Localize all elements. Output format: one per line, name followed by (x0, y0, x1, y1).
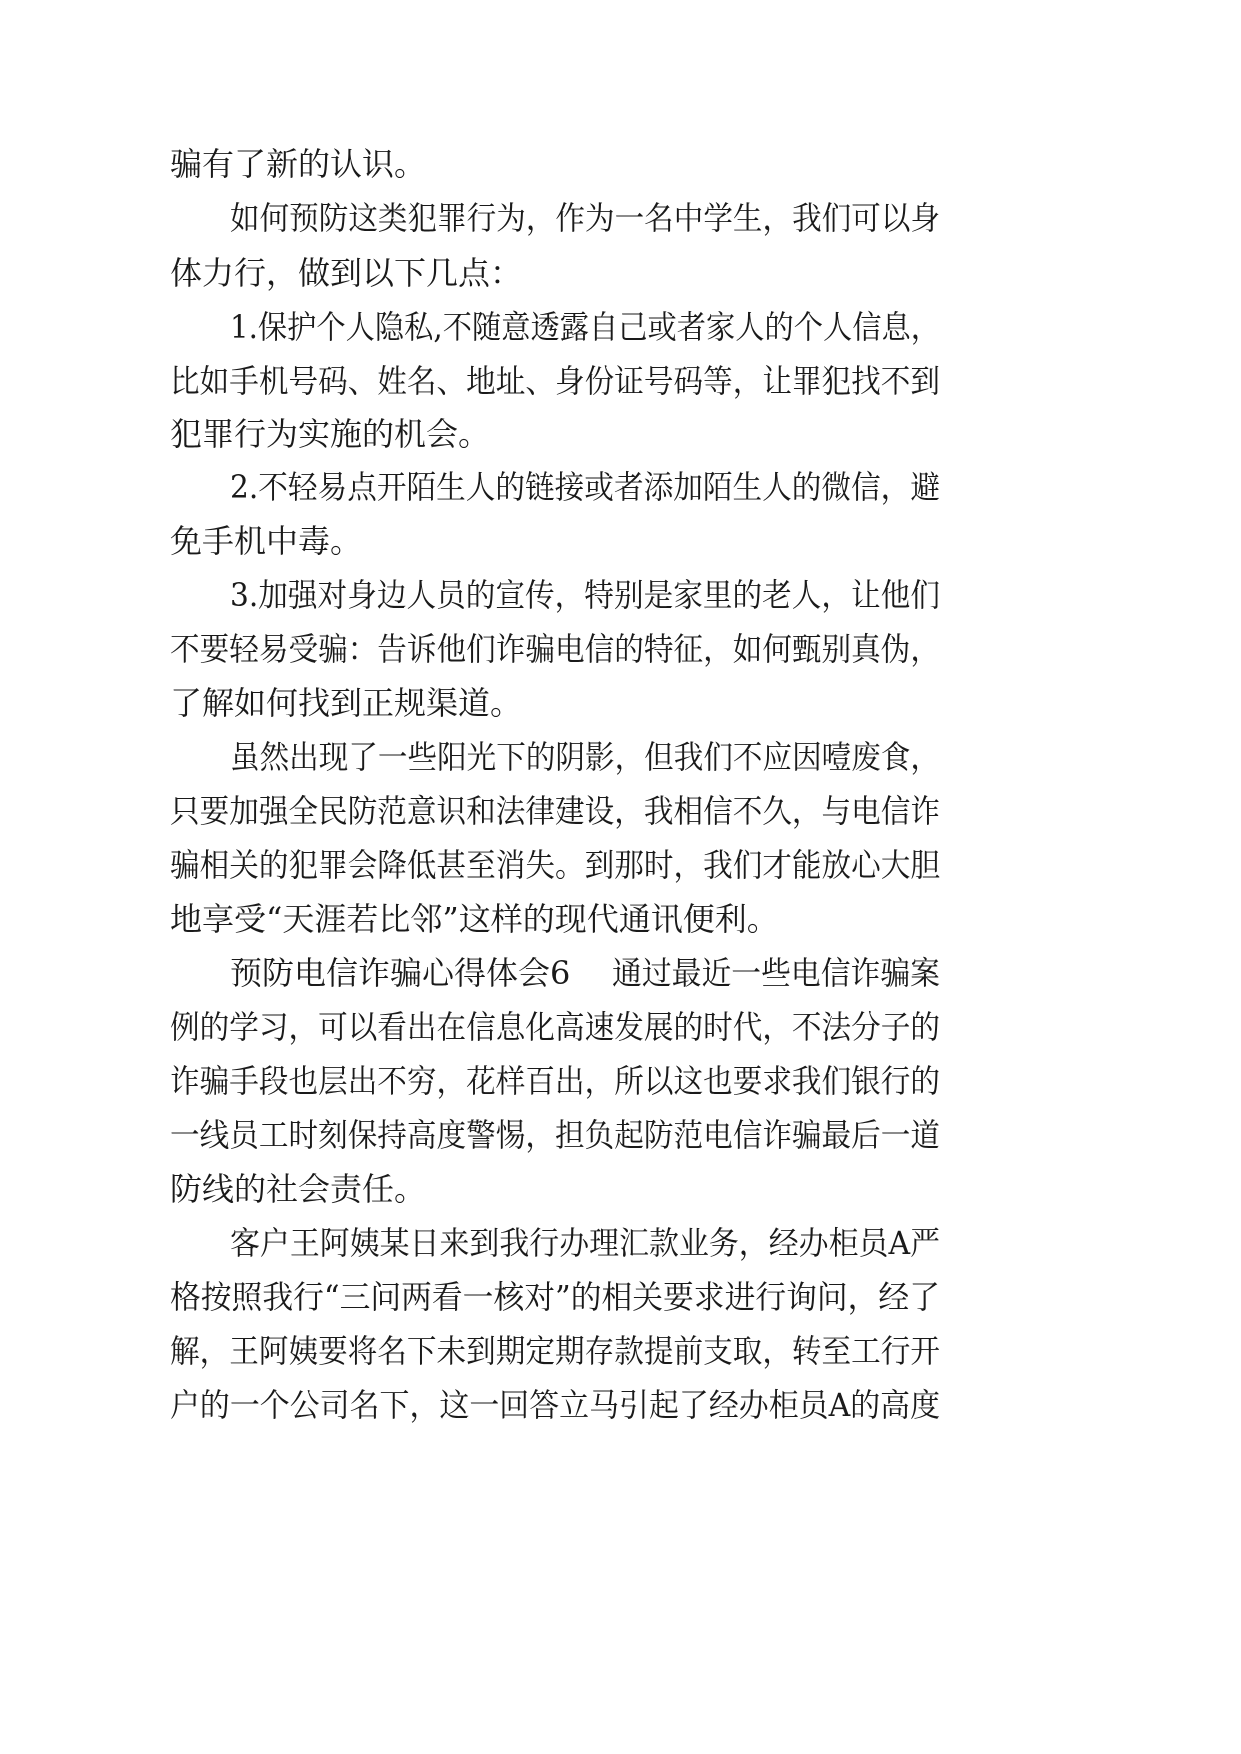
line-text: 了解如何找到正规渠道。 (170, 684, 523, 722)
text-line (0, 1267, 1241, 1327)
line-text: 虽然出现了一些阳光下的阴影，但我们不应因噎废食， (230, 738, 941, 776)
line-text: 一线员工时刻保持高度警惕，担负起防范电信诈骗最后一道 (170, 1116, 941, 1154)
line-text: 如何预防这类犯罪行为，作为一名中学生，我们可以身 (230, 199, 941, 237)
text-line (0, 1105, 1241, 1165)
line-text: 比如手机号码、姓名、地址、身份证号码等，让罪犯找不到 (170, 362, 941, 400)
line-text: 免手机中毒。 (170, 522, 363, 560)
text-line (0, 1375, 1241, 1435)
line-text: 只要加强全民防范意识和法律建设，我相信不久，与电信诈 (170, 792, 941, 830)
text-line (0, 1321, 1241, 1381)
line-text: 户的一个公司名下，这一回答立马引起了经办柜员A的高度 (170, 1386, 941, 1424)
line-text: 3.加强对身边人员的宣传，特别是家里的老人，让他们 (230, 576, 940, 614)
line-text: 2.不轻易点开陌生人的链接或者添加陌生人的微信，避 (230, 468, 940, 506)
text-line (0, 1159, 1241, 1219)
text-line (0, 619, 1241, 679)
line-text: 格按照我行“三问两看一核对”的相关要求进行询问，经了 (170, 1278, 940, 1316)
text-line (0, 351, 1241, 411)
text-line (0, 1051, 1241, 1111)
section-heading: 预防电信诈骗心得体会6 (230, 954, 571, 992)
line-text: 防线的社会责任。 (170, 1170, 427, 1208)
line-text: 1.保护个人隐私,不随意透露自己或者家人的个人信息， (230, 308, 940, 346)
line-text: 地享受“天涯若比邻”这样的现代通讯便利。 (170, 900, 779, 938)
text-line (0, 727, 1241, 787)
text-line (0, 565, 1241, 625)
line-text: 诈骗手段也层出不穷，花样百出，所以这也要求我们银行的 (170, 1062, 941, 1100)
line-text: 例的学习，可以看出在信息化高速发展的时代，不法分子的 (170, 1008, 941, 1046)
line-text: 体力行，做到以下几点： (170, 254, 523, 292)
line-text: 通过最近一些电信诈骗案 (612, 954, 941, 992)
text-line (0, 835, 1241, 895)
text-line (0, 188, 1241, 248)
line-text: 客户王阿姨某日来到我行办理汇款业务，经办柜员A严 (230, 1224, 941, 1262)
text-line (0, 243, 1241, 303)
text-line (0, 1213, 1241, 1273)
text-line (0, 997, 1241, 1057)
text-line (0, 297, 1241, 357)
text-line (0, 511, 1241, 571)
text-line (0, 134, 1241, 194)
text-line (0, 673, 1241, 733)
line-text: 解，王阿姨要将名下未到期定期存款提前支取，转至工行开 (170, 1332, 941, 1370)
line-text: 骗相关的犯罪会降低甚至消失。到那时，我们才能放心大胆 (170, 846, 941, 884)
text-line (0, 404, 1241, 464)
line-text: 骗有了新的认识。 (170, 145, 427, 183)
text-line (0, 457, 1241, 517)
line-text: 犯罪行为实施的机会。 (170, 415, 491, 453)
text-line (0, 889, 1241, 949)
text-line (0, 943, 1241, 1003)
text-line (0, 781, 1241, 841)
line-text: 不要轻易受骗：告诉他们诈骗电信的特征，如何甄别真伪， (170, 630, 941, 668)
